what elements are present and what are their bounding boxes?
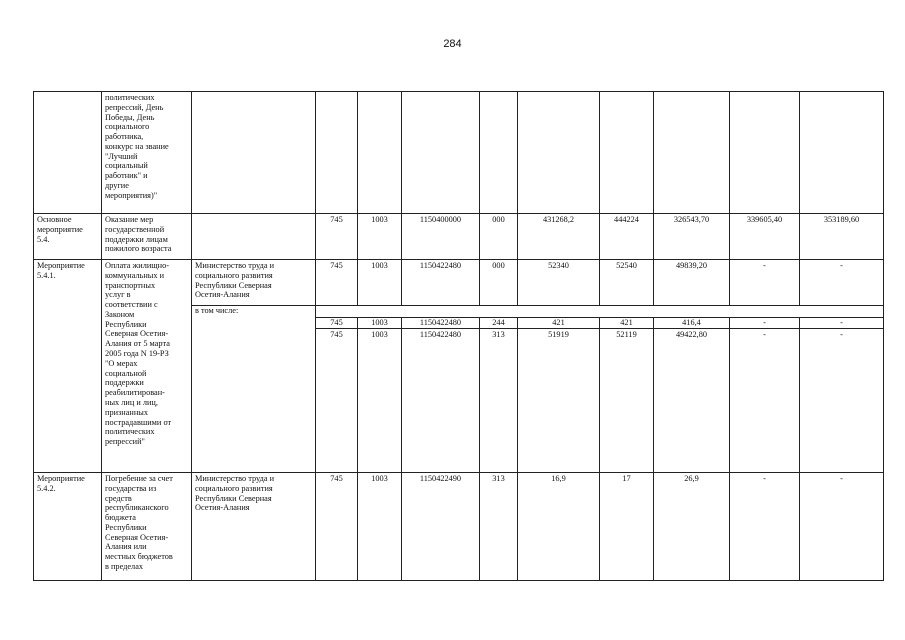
grbs-cell: 745 xyxy=(316,473,358,581)
value-cell: - xyxy=(730,318,800,329)
vr-cell: 244 xyxy=(480,318,518,329)
value-cell: 326543,70 xyxy=(654,214,730,260)
value-cell xyxy=(800,92,884,214)
value-cell: 16,9 xyxy=(518,473,600,581)
value-cell: 421 xyxy=(600,318,654,329)
table-row xyxy=(34,214,884,260)
rzpr-cell: 1003 xyxy=(358,214,402,260)
event-code-cell: Мероприятие 5.4.1. xyxy=(34,260,102,473)
rzpr-cell xyxy=(358,92,402,214)
value-cell: 26,9 xyxy=(654,473,730,581)
value-cell: 339605,40 xyxy=(730,214,800,260)
csr-cell: 1150422490 xyxy=(402,473,480,581)
value-cell: 431268,2 xyxy=(518,214,600,260)
event-name-cell: политических репрессий, День Победы, День социального работника, конкурс на звание "Лучший социальный работник" и другие мероприятия)" xyxy=(102,92,192,214)
value-cell xyxy=(518,92,600,214)
value-cell xyxy=(600,92,654,214)
value-cell: 416,4 xyxy=(654,318,730,329)
event-name-cell: Погребение за счет государства из средств республиканского бюджета Республики Северная Осетия- Алания или местных бюджетов в пределах xyxy=(102,473,192,581)
value-cell: 353189,60 xyxy=(800,214,884,260)
value-cell: - xyxy=(800,473,884,581)
value-cell: 444224 xyxy=(600,214,654,260)
vr-cell: 313 xyxy=(480,473,518,581)
grbs-cell: 745 xyxy=(316,318,358,329)
value-cell: - xyxy=(800,329,884,473)
table-row xyxy=(34,473,884,581)
value-cell: 421 xyxy=(518,318,600,329)
table-row xyxy=(34,92,884,214)
executor-cell xyxy=(192,214,316,260)
executor-cell: Министерство труда и социального развития Республики Северная Осетия-Алания xyxy=(192,260,316,306)
value-cell: - xyxy=(800,318,884,329)
value-cell: 52340 xyxy=(518,260,600,306)
event-name-cell: Оказание мер государственной поддержки лицам пожилого возраста xyxy=(102,214,192,260)
grbs-cell: 745 xyxy=(316,260,358,306)
rzpr-cell: 1003 xyxy=(358,318,402,329)
value-cell: 17 xyxy=(600,473,654,581)
event-code-cell: Основное мероприятие 5.4. xyxy=(34,214,102,260)
grbs-cell: 745 xyxy=(316,214,358,260)
program-budget-table xyxy=(33,91,884,581)
vr-cell: 000 xyxy=(480,260,518,306)
value-cell: - xyxy=(730,329,800,473)
executor-cell xyxy=(192,92,316,214)
grbs-cell: 745 xyxy=(316,329,358,473)
event-name-cell: Оплата жилищно- коммунальных и транспортных услуг в соответствии с Законом Республики Северная Осетия- Алания от 5 марта 2005 года N 19-РЗ "О мерах социальной поддержки реабилитирован- ных лиц и лиц, признанных пострадавшими от политических репрессий" xyxy=(102,260,192,473)
executor-cell: Министерство труда и социального развития Республики Северная Осетия-Алания xyxy=(192,473,316,581)
csr-cell: 1150422480 xyxy=(402,260,480,306)
value-cell: 49839,20 xyxy=(654,260,730,306)
executor-cell: в том числе: xyxy=(192,306,316,473)
csr-cell xyxy=(402,92,480,214)
value-cell xyxy=(730,92,800,214)
value-cell: 52540 xyxy=(600,260,654,306)
grbs-cell xyxy=(316,92,358,214)
csr-cell: 1150400000 xyxy=(402,214,480,260)
event-code-cell xyxy=(34,92,102,214)
vr-cell xyxy=(480,92,518,214)
value-cell: 49422,80 xyxy=(654,329,730,473)
csr-cell: 1150422480 xyxy=(402,318,480,329)
empty-cell xyxy=(316,306,884,318)
rzpr-cell: 1003 xyxy=(358,260,402,306)
value-cell: - xyxy=(730,473,800,581)
csr-cell: 1150422480 xyxy=(402,329,480,473)
page-number: 284 xyxy=(443,38,462,50)
vr-cell: 000 xyxy=(480,214,518,260)
table-row xyxy=(34,260,884,306)
event-code-cell: Мероприятие 5.4.2. xyxy=(34,473,102,581)
vr-cell: 313 xyxy=(480,329,518,473)
rzpr-cell: 1003 xyxy=(358,473,402,581)
value-cell xyxy=(654,92,730,214)
value-cell: 52119 xyxy=(600,329,654,473)
value-cell: - xyxy=(800,260,884,306)
value-cell: 51919 xyxy=(518,329,600,473)
value-cell: - xyxy=(730,260,800,306)
rzpr-cell: 1003 xyxy=(358,329,402,473)
